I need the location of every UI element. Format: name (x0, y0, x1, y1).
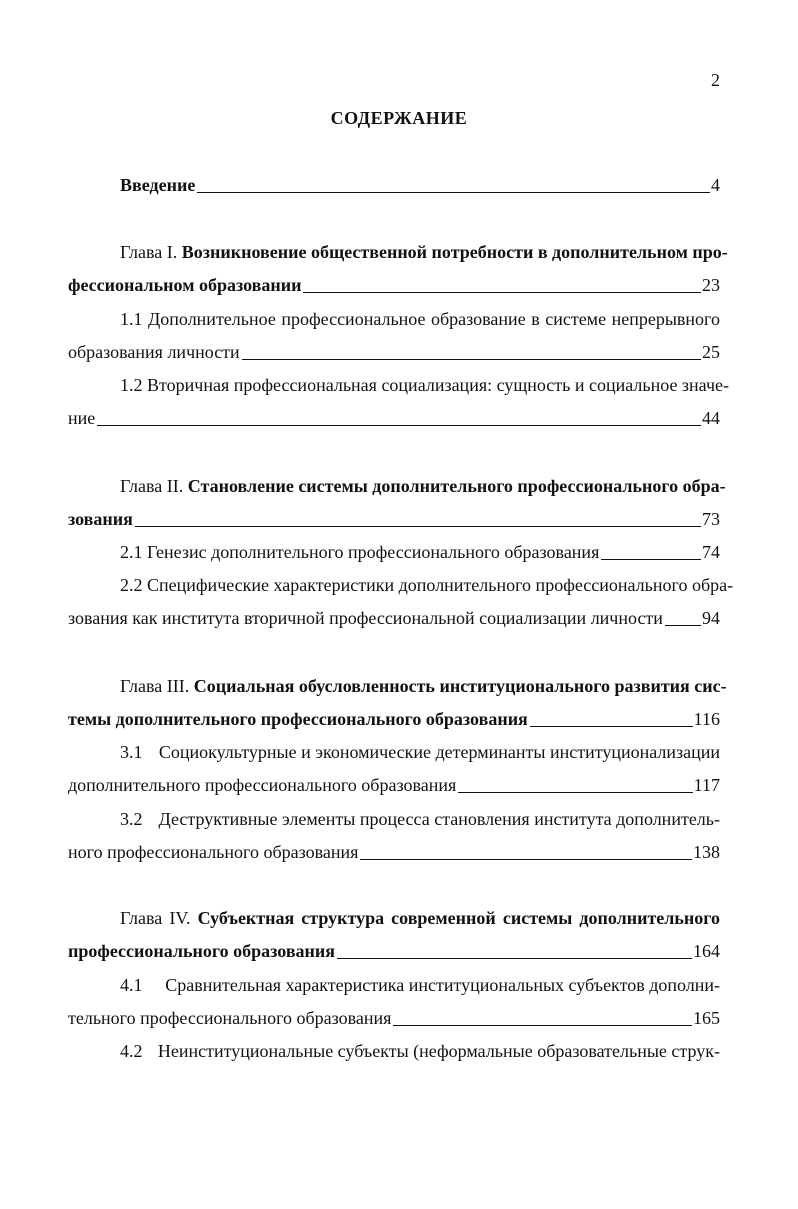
chapter-4-title-line-1[interactable] (120, 904, 720, 932)
section-1-2-page: 44 (702, 408, 720, 428)
leader-line (458, 791, 692, 793)
section-2-2-title: 2.2 Специфические характеристики дополнительного профессионального обра- (120, 575, 734, 595)
intro-label: Введение (120, 175, 196, 195)
chapter-3-title-line-1[interactable] (120, 672, 727, 700)
chapter-1-title-line-2[interactable] (68, 271, 720, 299)
chapter-3-prefix: Глава III. (120, 676, 190, 696)
section-2-1[interactable] (120, 538, 720, 566)
leader-line (530, 725, 693, 727)
chapter-4-title-cont: профессионального образования (68, 941, 336, 961)
section-3-1-line-2[interactable] (68, 771, 720, 799)
chapter-2-page: 73 (702, 509, 720, 529)
leader-line (393, 1024, 692, 1026)
toc-title: СОДЕРЖАНИЕ (330, 108, 468, 128)
leader-line (303, 291, 701, 293)
intro-page: 4 (711, 175, 720, 195)
chapter-3-title-cont: темы дополнительного профессионального образования (68, 709, 528, 729)
chapter-4-prefix: Глава IV. (120, 908, 191, 928)
section-3-1-number: 3.1 (120, 742, 143, 762)
section-1-2-line-2[interactable] (68, 404, 720, 432)
section-1-2-line-1[interactable] (120, 371, 729, 399)
section-3-2-line-2[interactable] (68, 838, 720, 866)
section-4-1-line-1[interactable] (120, 971, 720, 999)
leader-line (665, 624, 701, 626)
leader-line (601, 558, 701, 560)
section-1-1-title-cont: образования личности (68, 342, 240, 362)
chapter-3-title-line-2[interactable] (68, 705, 720, 733)
chapter-4-title: Субъектная структура современной системы дополнительного (197, 908, 721, 928)
section-1-2-title: 1.2 Вторичная профессиональная социализация: сущность и социальное значе- (120, 375, 729, 395)
section-2-2-line-1[interactable] (120, 571, 734, 599)
section-4-2-title: Неинституциональные субъекты (неформальные образовательные струк- (157, 1041, 720, 1061)
chapter-1-title: Возникновение общественной потребности в дополнительном про- (181, 242, 728, 262)
section-3-1-page: 117 (693, 775, 720, 795)
leader-line (337, 957, 692, 959)
section-4-1-line-2[interactable] (68, 1004, 720, 1032)
section-3-2-page: 138 (693, 842, 720, 862)
section-1-1-title: 1.1 Дополнительное профессиональное образование в системе непрерывного (120, 309, 720, 329)
section-2-2-line-2[interactable] (68, 604, 720, 632)
chapter-3-page: 116 (693, 709, 720, 729)
chapter-2-title: Становление системы дополнительного профессионального обра- (187, 476, 726, 496)
section-3-1-title: Социокультурные и экономические детерминанты институционализации (158, 742, 720, 762)
section-3-2-line-1[interactable] (120, 805, 720, 833)
section-4-1-page: 165 (693, 1008, 720, 1028)
chapter-3-title: Социальная обусловленность институционального развития сис- (193, 676, 727, 696)
section-1-1-line-2[interactable] (68, 338, 720, 366)
page-number: 2 (711, 70, 720, 90)
leader-line (242, 358, 701, 360)
chapter-2-prefix: Глава II. (120, 476, 184, 496)
section-3-1-line-1[interactable] (120, 738, 720, 766)
chapter-2-title-line-1[interactable] (120, 472, 726, 500)
section-2-1-page: 74 (702, 542, 720, 562)
chapter-1-page: 23 (702, 275, 720, 295)
section-1-1-page: 25 (702, 342, 720, 362)
section-3-2-title-cont: ного профессионального образования (68, 842, 359, 862)
section-4-2-line-1[interactable] (120, 1037, 720, 1065)
section-4-2-number: 4.2 (120, 1041, 143, 1061)
leader-line (197, 191, 710, 193)
toc-entry-intro[interactable] (120, 171, 720, 199)
section-2-2-page: 94 (702, 608, 720, 628)
chapter-1-title-line-1[interactable] (120, 238, 728, 266)
section-4-1-number: 4.1 (120, 975, 143, 995)
leader-line (360, 858, 692, 860)
section-4-1-title: Сравнительная характеристика институциональных субъектов дополни- (165, 975, 720, 995)
chapter-2-title-cont: зования (68, 509, 133, 529)
section-3-2-number: 3.2 (120, 809, 143, 829)
section-3-1-title-cont: дополнительного профессионального образования (68, 775, 457, 795)
chapter-2-title-line-2[interactable] (68, 505, 720, 533)
section-3-2-title: Деструктивные элементы процесса становления института дополнитель- (158, 809, 720, 829)
section-2-2-title-cont: зования как института вторичной профессиональной социализации личности (68, 608, 663, 628)
chapter-1-prefix: Глава I. (120, 242, 178, 262)
section-4-1-title-cont: тельного профессионального образования (68, 1008, 392, 1028)
section-1-2-title-cont: ние (68, 408, 96, 428)
leader-line (135, 525, 701, 527)
chapter-4-page: 164 (693, 941, 720, 961)
leader-line (97, 424, 701, 426)
section-2-1-title: 2.1 Генезис дополнительного профессионального образования (120, 542, 600, 562)
chapter-4-title-line-2[interactable] (68, 937, 720, 965)
chapter-1-title-cont: фессиональном образовании (68, 275, 302, 295)
section-1-1-line-1[interactable] (120, 305, 720, 333)
